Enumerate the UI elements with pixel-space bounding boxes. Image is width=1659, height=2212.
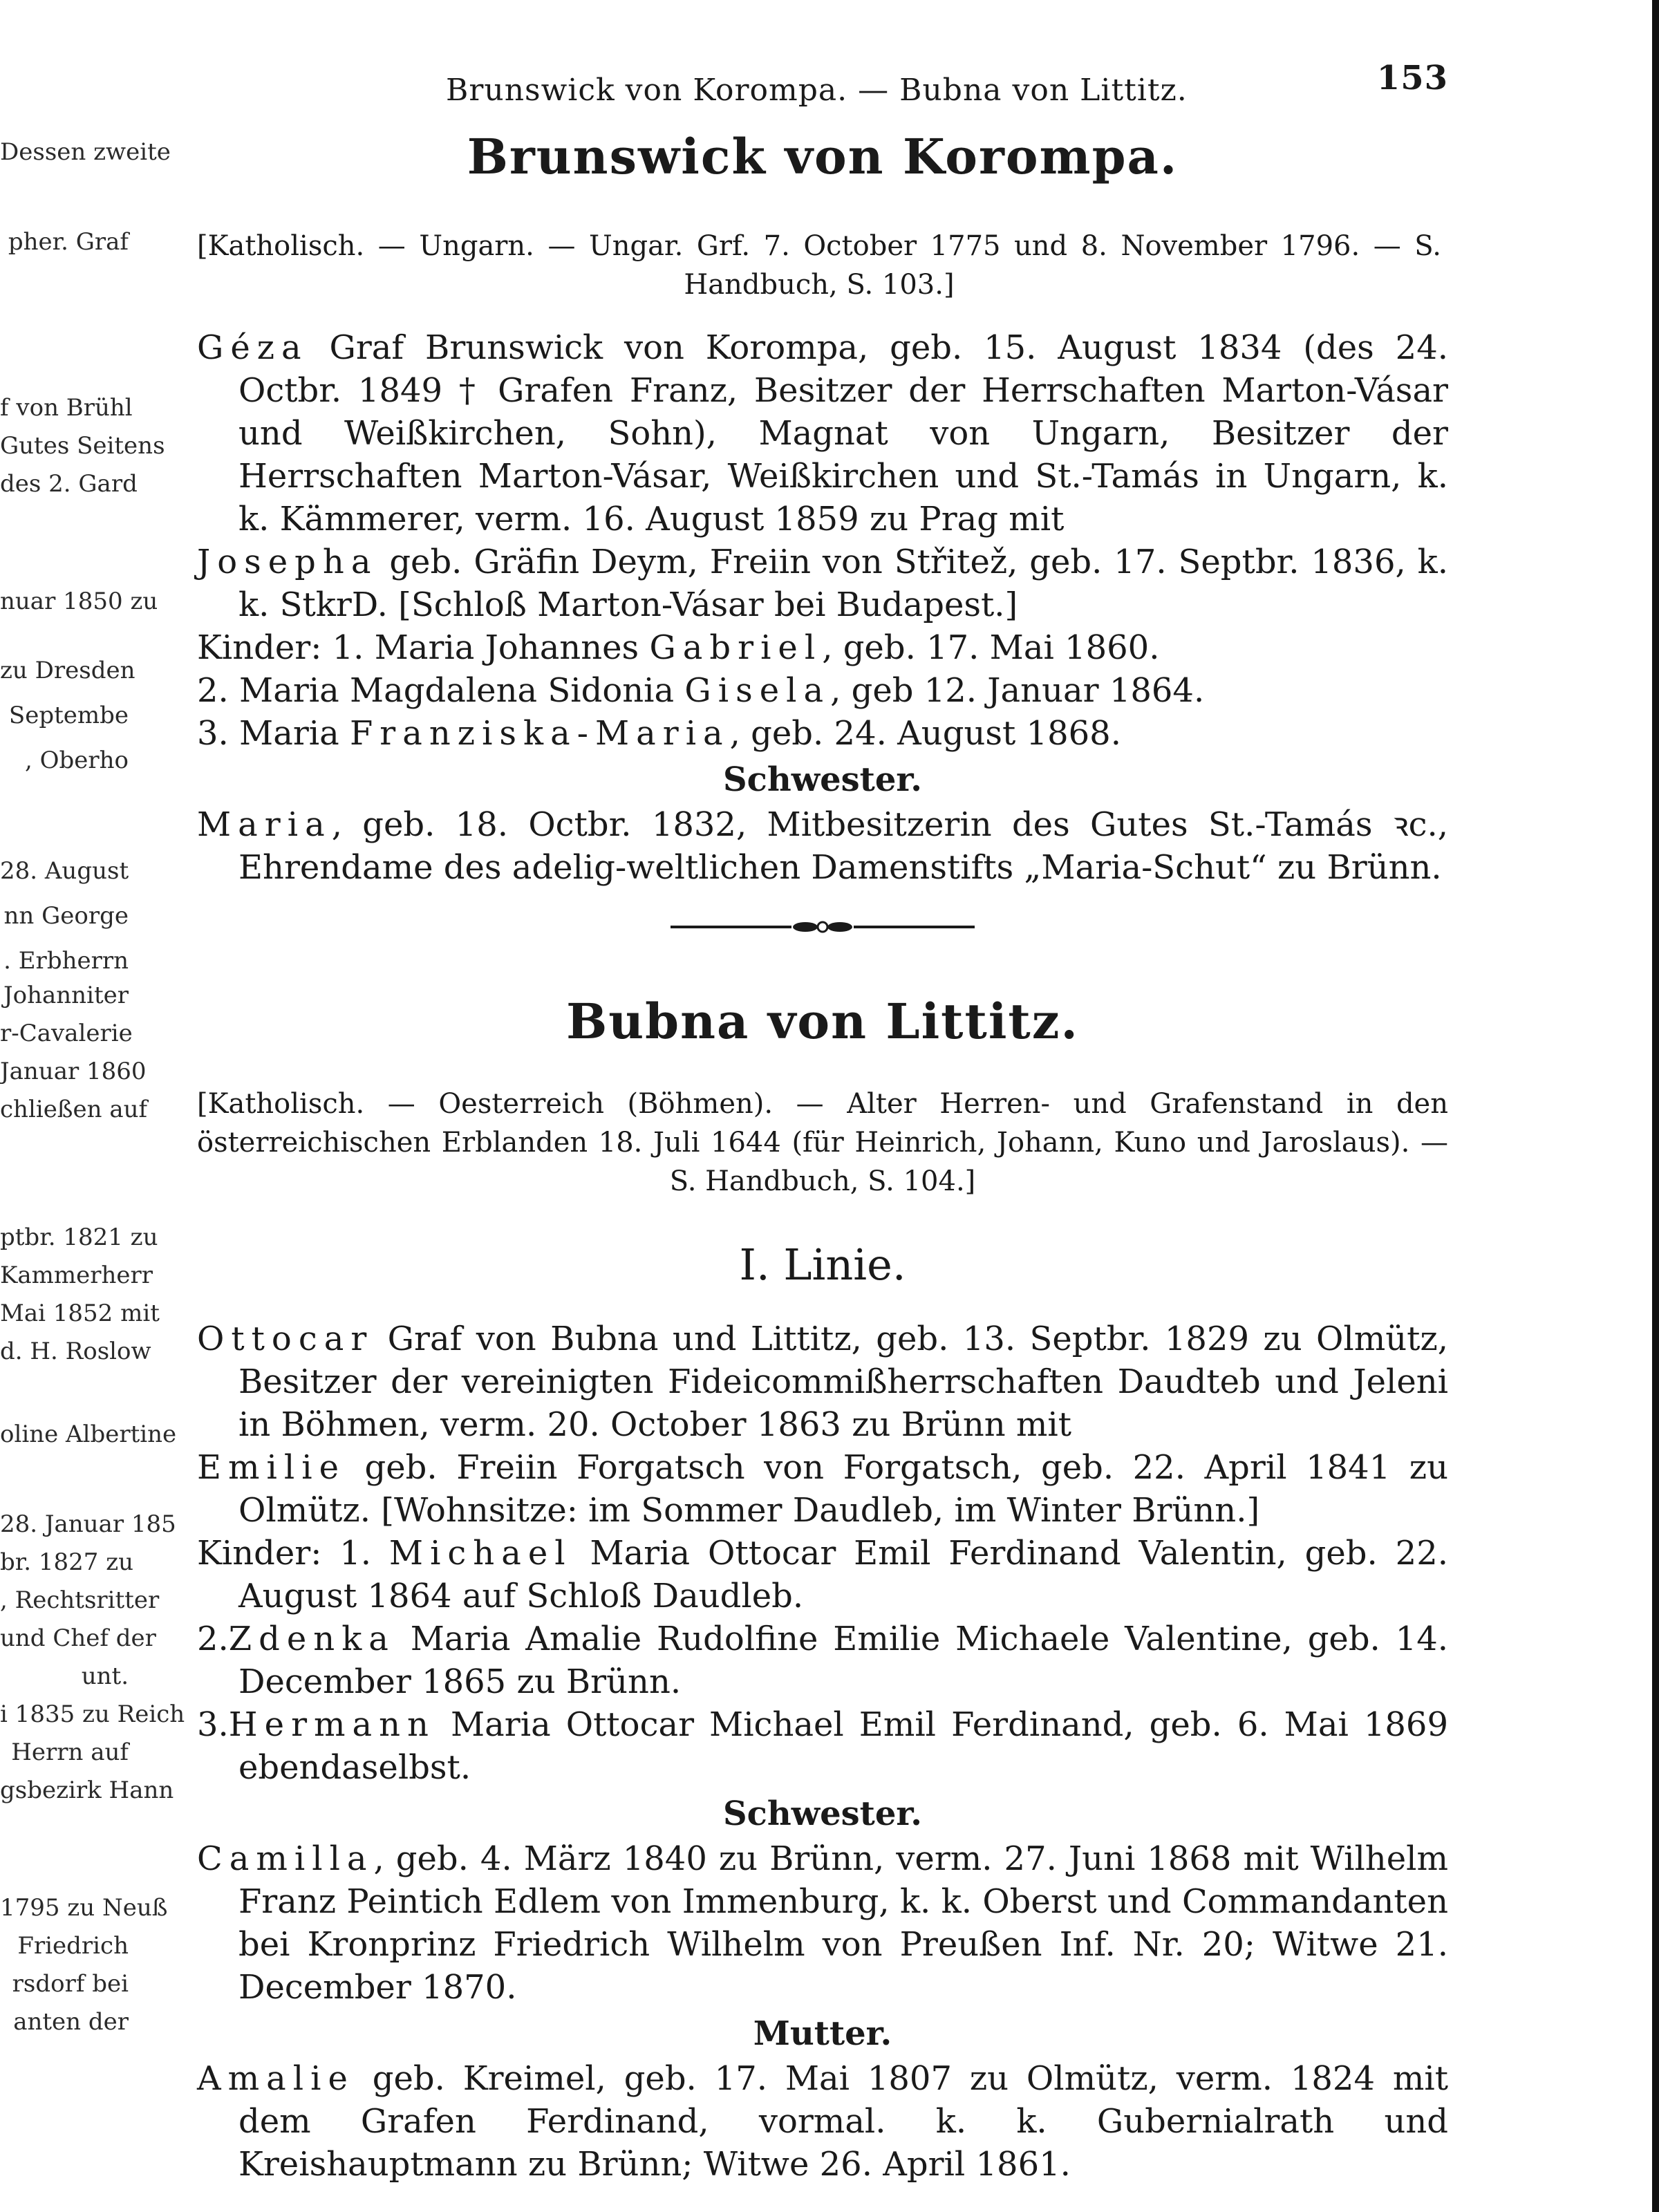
child-entry xyxy=(197,1532,1448,1618)
margin-fragment: , Oberho xyxy=(25,747,129,774)
running-head xyxy=(197,59,1448,114)
margin-fragment: pher. Graf xyxy=(8,228,129,256)
page-edge xyxy=(1652,0,1659,2212)
family-section-brunswick xyxy=(197,128,1448,889)
person-name: Emilie xyxy=(197,1448,346,1487)
entry-text: , geb. 17. Mai 1860. xyxy=(822,628,1160,667)
margin-fragment: und Chef der xyxy=(0,1624,156,1652)
person-name: Gabriel xyxy=(649,628,823,667)
entry-text: , geb 12. Januar 1864. xyxy=(830,671,1205,710)
person-name: Géza xyxy=(197,328,308,367)
person-name: Zdenka xyxy=(228,1620,395,1658)
entry-text: Graf Brunswick von Korompa, geb. 15. August 1834 (des 24. Octbr. 1849 † Grafen Franz, Besitzer der Herrschaften Marton-Vásar und Weißkirchen, Sohn), Magnat von Ungarn, Besitzer der Herrschaften Marton-Vásar, Weißkirchen und St.-Tamás in Ungarn, k. k. Kämmerer, verm. 16. August 1859 zu Prag mit xyxy=(238,328,1448,538)
entry-text: Maria Ottocar Emil Ferdinand Valentin, geb. 22. August 1864 auf Schloß Daudleb. xyxy=(238,1534,1448,1615)
margin-fragment: oline Albertine xyxy=(0,1421,177,1448)
person-name: Amalie xyxy=(197,2059,355,2098)
sister-heading: Schwester. xyxy=(723,760,922,799)
sister-entry xyxy=(197,803,1448,889)
children-label: Kinder: 1. xyxy=(197,1534,372,1573)
entry-text: 2. xyxy=(197,1620,229,1658)
entry-text: , geb. 4. März 1840 zu Brünn, verm. 27. Juni 1868 mit Wilhelm Franz Peintich Edlem von Immenburg, k. k. Oberst und Commandanten bei Kronprinz Friedrich Wilhelm von Preußen Inf. Nr. 20; Witwe 21. December 1870. xyxy=(238,1839,1448,2007)
margin-fragment: Gutes Seitens xyxy=(0,432,165,460)
entry-text: geb. Kreimel, geb. 17. Mai 1807 zu Olmütz, verm. 1824 mit dem Grafen Ferdinand, vormal. k. k. Gubernialrath und Kreishauptmann zu Brünn; Witwe 26. April 1861. xyxy=(238,2059,1448,2184)
children-label: Kinder: 1. xyxy=(197,628,364,667)
margin-fragment: rsdorf bei xyxy=(12,1970,129,1998)
margin-fragment: Herrn auf xyxy=(11,1738,129,1766)
child-entry xyxy=(197,1618,1448,1703)
margin-fragment: d. H. Roslow xyxy=(0,1338,151,1365)
margin-fragment: , Rechtsritter xyxy=(0,1586,160,1614)
margin-fragment: br. 1827 zu xyxy=(0,1548,134,1576)
margin-fragment: Dessen zweite xyxy=(0,138,171,166)
adjacent-page-margin xyxy=(0,0,185,2212)
entry-text: Graf von Bubna und Littitz, geb. 13. Septbr. 1829 zu Olmütz, Besitzer der vereinigten Fideicommißherrschaften Daudteb und Jeleni in Böhmen, verm. 20. October 1863 zu Brünn mit xyxy=(238,1320,1448,1444)
section-divider xyxy=(197,917,1448,937)
person-name: Michael xyxy=(388,1534,572,1573)
family-section-bubna xyxy=(197,993,1448,2186)
child-entry xyxy=(197,712,1448,755)
spouse-entry xyxy=(197,1446,1448,1532)
running-head-text: Brunswick von Korompa. — Bubna von Littitz. xyxy=(446,73,1188,108)
margin-fragment: Mai 1852 mit xyxy=(0,1300,160,1327)
sister-heading: Schwester. xyxy=(723,1794,922,1833)
margin-fragment: Johanniter xyxy=(3,982,129,1009)
family-header-note: [Katholisch. — Ungarn. — Ungar. Grf. 7. October 1775 und 8. November 1796. — S. Handbuch, S. 103.] xyxy=(197,230,1441,301)
margin-fragment: 28. August xyxy=(0,857,129,885)
entry-text: Maria Amalie Rudolfine Emilie Michaele Valentine, geb. 14. December 1865 zu Brünn. xyxy=(238,1620,1448,1701)
entry-text: 2. Maria Magdalena Sidonia xyxy=(197,671,685,710)
sister-entry xyxy=(197,1837,1448,2009)
person-name: Ottocar xyxy=(197,1320,374,1358)
margin-fragment: Friedrich xyxy=(17,1932,129,1960)
margin-fragment: Kammerherr xyxy=(0,1262,153,1289)
family-header-note: [Katholisch. — Oesterreich (Böhmen). — Alter Herren- und Grafenstand in den österreichischen Erblanden 18. Juli 1644 (für Heinrich, Johann, Kuno und Jaroslaus). — S. Handbuch, S. 104.] xyxy=(197,1088,1448,1197)
child-entry xyxy=(197,1703,1448,1789)
margin-fragment: gsbezirk Hann xyxy=(0,1777,174,1804)
margin-fragment: ptbr. 1821 zu xyxy=(0,1224,158,1251)
family-title: Brunswick von Korompa. xyxy=(467,128,1179,185)
mother-heading: Mutter. xyxy=(753,2014,892,2053)
entry-text: geb. Gräfin Deym, Freiin von Střitež, geb. 17. Septbr. 1836, k. k. StkrD. [Schloß Marton-Vásar bei Budapest.] xyxy=(238,543,1448,624)
margin-fragment: nn George xyxy=(3,902,129,930)
entry-text: 3. Maria xyxy=(197,714,350,753)
person-name: Hermann xyxy=(228,1705,435,1744)
margin-fragment: unt. xyxy=(81,1662,129,1690)
margin-fragment: f von Brühl xyxy=(0,394,133,422)
ornament-divider-icon xyxy=(671,917,975,937)
mother-entry xyxy=(197,2057,1448,2186)
margin-fragment: des 2. Gard xyxy=(0,470,138,498)
margin-fragment: Januar 1860 xyxy=(0,1058,147,1085)
person-name: Franziska-Maria xyxy=(350,714,730,753)
spouse-entry xyxy=(197,541,1448,626)
margin-fragment: . Erbherrn xyxy=(3,947,129,975)
margin-fragment: nuar 1850 zu xyxy=(0,588,158,615)
child-entry xyxy=(197,669,1448,712)
margin-fragment: 28. Januar 185 xyxy=(0,1510,176,1538)
person-name: Josepha xyxy=(197,543,378,581)
entry-text: geb. Freiin Forgatsch von Forgatsch, geb. 22. April 1841 zu Olmütz. [Wohnsitze: im Sommer Daudleb, im Winter Brünn.] xyxy=(238,1448,1448,1530)
margin-fragment: zu Dresden xyxy=(0,657,135,684)
entry-text: Maria Johannes xyxy=(364,628,650,667)
entry-text: , geb. 24. August 1868. xyxy=(729,714,1121,753)
margin-fragment: r-Cavalerie xyxy=(0,1020,133,1047)
page-number: 153 xyxy=(1376,59,1448,97)
margin-fragment: Septembe xyxy=(8,702,129,729)
margin-fragment: 1795 zu Neuß xyxy=(0,1894,168,1922)
child-entry xyxy=(197,626,1448,669)
margin-fragment: anten der xyxy=(13,2008,129,2036)
family-title: Bubna von Littitz. xyxy=(566,993,1079,1050)
family-head-entry xyxy=(197,326,1448,541)
family-head-entry xyxy=(197,1318,1448,1446)
margin-fragment: i 1835 zu Reich xyxy=(0,1700,185,1728)
entry-text: Maria Ottocar Michael Emil Ferdinand, geb. 6. Mai 1869 ebendaselbst. xyxy=(238,1705,1448,1787)
margin-fragment: chließen auf xyxy=(0,1096,148,1123)
entry-text: , geb. 18. Octbr. 1832, Mitbesitzerin des Gutes St.-Tamás ꝛc., Ehrendame des adelig-weltlichen Damenstifts „Maria-Schut“ zu Brünn. xyxy=(238,805,1448,887)
book-page xyxy=(197,59,1448,2186)
line-heading: I. Linie. xyxy=(739,1239,906,1290)
person-name: Maria xyxy=(197,805,332,844)
person-name: Gisela xyxy=(684,671,831,710)
person-name: Camilla xyxy=(197,1839,374,1878)
entry-text: 3. xyxy=(197,1705,229,1744)
